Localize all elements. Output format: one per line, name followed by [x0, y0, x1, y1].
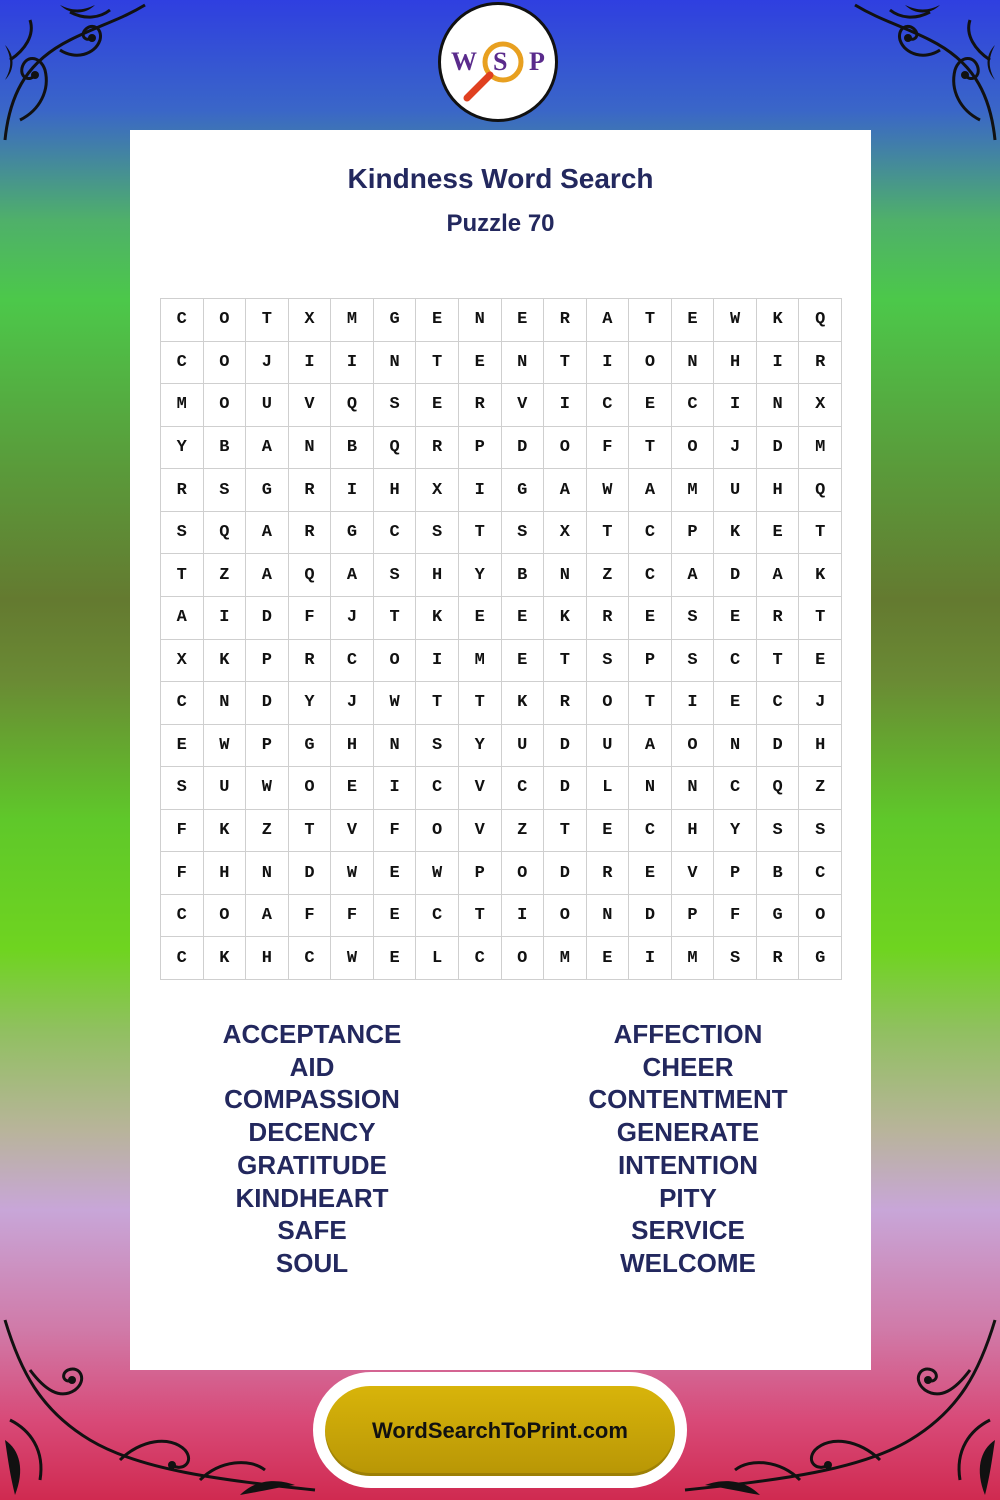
- grid-cell[interactable]: E: [799, 640, 842, 683]
- grid-cell[interactable]: Q: [799, 299, 842, 342]
- grid-cell[interactable]: C: [629, 512, 672, 555]
- page-title: Kindness Word Search: [347, 163, 654, 194]
- word-item: AFFECTION: [613, 1019, 763, 1049]
- grid-cell[interactable]: T: [459, 512, 502, 555]
- grid-cell[interactable]: O: [544, 895, 587, 938]
- grid-cell[interactable]: M: [544, 937, 587, 980]
- grid-cell[interactable]: N: [204, 682, 247, 725]
- grid-cell[interactable]: O: [672, 725, 715, 768]
- grid-cell[interactable]: O: [204, 299, 247, 342]
- grid-cell[interactable]: N: [374, 342, 417, 385]
- grid-cell[interactable]: Z: [799, 767, 842, 810]
- grid-cell[interactable]: B: [204, 427, 247, 470]
- grid-cell[interactable]: X: [416, 469, 459, 512]
- grid-cell[interactable]: V: [459, 767, 502, 810]
- grid-cell[interactable]: B: [331, 427, 374, 470]
- grid-cell[interactable]: R: [416, 427, 459, 470]
- grid-cell[interactable]: P: [672, 512, 715, 555]
- grid-cell[interactable]: R: [799, 342, 842, 385]
- grid-cell[interactable]: R: [544, 682, 587, 725]
- grid-cell[interactable]: E: [587, 810, 630, 853]
- grid-cell[interactable]: I: [672, 682, 715, 725]
- grid-cell[interactable]: J: [799, 682, 842, 725]
- grid-cell[interactable]: I: [289, 342, 332, 385]
- grid-cell[interactable]: E: [714, 682, 757, 725]
- grid-cell[interactable]: O: [204, 342, 247, 385]
- grid-cell[interactable]: W: [246, 767, 289, 810]
- grid-cell[interactable]: M: [672, 469, 715, 512]
- grid-cell[interactable]: Z: [246, 810, 289, 853]
- grid-cell[interactable]: D: [246, 597, 289, 640]
- word-item: KINDHEART: [235, 1182, 389, 1213]
- grid-cell[interactable]: A: [629, 725, 672, 768]
- grid-cell[interactable]: I: [629, 937, 672, 980]
- grid-cell[interactable]: F: [161, 810, 204, 853]
- letter-grid: [160, 298, 842, 980]
- grid-cell[interactable]: L: [416, 937, 459, 980]
- grid-cell[interactable]: I: [502, 895, 545, 938]
- wsp-logo[interactable]: [438, 2, 558, 122]
- grid-cell[interactable]: G: [502, 469, 545, 512]
- grid-cell[interactable]: O: [204, 895, 247, 938]
- grid-cell[interactable]: X: [544, 512, 587, 555]
- grid-cell[interactable]: C: [502, 767, 545, 810]
- grid-cell[interactable]: S: [714, 937, 757, 980]
- grid-cell[interactable]: N: [374, 725, 417, 768]
- puzzle-card: [130, 130, 871, 1370]
- grid-cell[interactable]: C: [629, 810, 672, 853]
- corner-ornament-icon: [0, 0, 150, 150]
- grid-cell[interactable]: W: [714, 299, 757, 342]
- grid-cell[interactable]: O: [544, 427, 587, 470]
- grid-cell[interactable]: N: [289, 427, 332, 470]
- grid-cell[interactable]: W: [331, 937, 374, 980]
- grid-cell[interactable]: E: [757, 512, 800, 555]
- grid-cell[interactable]: C: [757, 682, 800, 725]
- grid-cell[interactable]: N: [544, 554, 587, 597]
- grid-cell[interactable]: S: [161, 767, 204, 810]
- word-item: GRATITUDE: [237, 1149, 387, 1180]
- grid-cell[interactable]: S: [374, 384, 417, 427]
- grid-cell[interactable]: E: [672, 299, 715, 342]
- grid-cell[interactable]: A: [757, 554, 800, 597]
- grid-cell[interactable]: E: [714, 597, 757, 640]
- word-item: SAFE: [277, 1215, 347, 1246]
- grid-cell[interactable]: T: [629, 427, 672, 470]
- grid-cell[interactable]: T: [289, 810, 332, 853]
- grid-cell[interactable]: U: [587, 725, 630, 768]
- grid-cell[interactable]: S: [416, 725, 459, 768]
- word-item: WELCOME: [620, 1247, 756, 1278]
- grid-cell[interactable]: K: [204, 937, 247, 980]
- grid-cell[interactable]: C: [459, 937, 502, 980]
- grid-cell[interactable]: W: [331, 852, 374, 895]
- website-label: WordSearchToPrint.com: [372, 1418, 628, 1443]
- grid-cell[interactable]: K: [714, 512, 757, 555]
- grid-cell[interactable]: P: [459, 427, 502, 470]
- grid-cell[interactable]: K: [799, 554, 842, 597]
- grid-cell[interactable]: K: [757, 299, 800, 342]
- word-item: CHEER: [642, 1051, 734, 1082]
- grid-cell[interactable]: A: [587, 299, 630, 342]
- grid-cell[interactable]: K: [204, 640, 247, 683]
- grid-cell[interactable]: P: [629, 640, 672, 683]
- corner-ornament-icon: [850, 0, 1000, 150]
- grid-cell[interactable]: M: [161, 384, 204, 427]
- grid-cell[interactable]: N: [459, 299, 502, 342]
- grid-cell[interactable]: S: [502, 512, 545, 555]
- grid-cell[interactable]: E: [374, 937, 417, 980]
- grid-cell[interactable]: C: [714, 767, 757, 810]
- grid-cell[interactable]: E: [629, 384, 672, 427]
- grid-cell[interactable]: I: [204, 597, 247, 640]
- grid-cell[interactable]: E: [459, 597, 502, 640]
- grid-cell[interactable]: Q: [331, 384, 374, 427]
- grid-cell[interactable]: D: [629, 895, 672, 938]
- grid-cell[interactable]: Q: [799, 469, 842, 512]
- grid-cell[interactable]: O: [502, 852, 545, 895]
- grid-cell[interactable]: O: [672, 427, 715, 470]
- grid-cell[interactable]: I: [374, 767, 417, 810]
- grid-cell[interactable]: C: [799, 852, 842, 895]
- grid-cell[interactable]: V: [331, 810, 374, 853]
- grid-cell[interactable]: C: [587, 384, 630, 427]
- grid-cell[interactable]: C: [629, 554, 672, 597]
- grid-cell[interactable]: M: [672, 937, 715, 980]
- grid-cell[interactable]: M: [331, 299, 374, 342]
- grid-cell[interactable]: N: [672, 767, 715, 810]
- grid-cell[interactable]: T: [544, 640, 587, 683]
- grid-cell[interactable]: K: [544, 597, 587, 640]
- grid-cell[interactable]: D: [544, 767, 587, 810]
- grid-cell[interactable]: I: [757, 342, 800, 385]
- grid-cell[interactable]: Z: [587, 554, 630, 597]
- grid-cell[interactable]: H: [799, 725, 842, 768]
- grid-cell[interactable]: P: [459, 852, 502, 895]
- grid-cell[interactable]: A: [672, 554, 715, 597]
- grid-cell[interactable]: Y: [714, 810, 757, 853]
- grid-cell[interactable]: R: [289, 512, 332, 555]
- grid-cell[interactable]: F: [161, 852, 204, 895]
- grid-cell[interactable]: A: [246, 427, 289, 470]
- grid-cell[interactable]: E: [502, 597, 545, 640]
- grid-cell[interactable]: V: [672, 852, 715, 895]
- grid-cell[interactable]: G: [757, 895, 800, 938]
- grid-cell[interactable]: D: [289, 852, 332, 895]
- grid-cell[interactable]: D: [757, 725, 800, 768]
- grid-cell[interactable]: R: [587, 597, 630, 640]
- grid-cell[interactable]: E: [374, 895, 417, 938]
- grid-cell[interactable]: M: [799, 427, 842, 470]
- grid-cell[interactable]: W: [374, 682, 417, 725]
- grid-cell[interactable]: O: [502, 937, 545, 980]
- grid-cell[interactable]: T: [799, 512, 842, 555]
- grid-cell[interactable]: E: [502, 299, 545, 342]
- grid-cell[interactable]: T: [374, 597, 417, 640]
- grid-cell[interactable]: I: [331, 469, 374, 512]
- grid-cell[interactable]: H: [416, 554, 459, 597]
- grid-cell[interactable]: C: [289, 937, 332, 980]
- grid-cell[interactable]: O: [416, 810, 459, 853]
- grid-cell[interactable]: Q: [757, 767, 800, 810]
- word-item: ACCEPTANCE: [222, 1019, 402, 1049]
- grid-cell[interactable]: Q: [374, 427, 417, 470]
- logo-letter-p: P: [529, 47, 545, 76]
- grid-cell[interactable]: E: [416, 299, 459, 342]
- grid-cell[interactable]: H: [204, 852, 247, 895]
- grid-cell[interactable]: T: [161, 554, 204, 597]
- grid-cell[interactable]: I: [331, 342, 374, 385]
- grid-cell[interactable]: H: [757, 469, 800, 512]
- grid-cell[interactable]: X: [161, 640, 204, 683]
- logo-letter-s: S: [493, 47, 508, 76]
- logo-letter-w: W: [451, 47, 477, 76]
- grid-cell[interactable]: Y: [289, 682, 332, 725]
- grid-cell[interactable]: N: [757, 384, 800, 427]
- grid-cell[interactable]: J: [331, 597, 374, 640]
- grid-cell[interactable]: A: [629, 469, 672, 512]
- grid-cell[interactable]: U: [502, 725, 545, 768]
- grid-cell[interactable]: D: [246, 682, 289, 725]
- grid-cell[interactable]: A: [544, 469, 587, 512]
- grid-cell[interactable]: R: [289, 640, 332, 683]
- grid-cell[interactable]: O: [587, 682, 630, 725]
- grid-cell[interactable]: T: [799, 597, 842, 640]
- grid-cell[interactable]: S: [757, 810, 800, 853]
- grid-cell[interactable]: S: [672, 640, 715, 683]
- grid-cell[interactable]: R: [757, 937, 800, 980]
- grid-cell[interactable]: K: [204, 810, 247, 853]
- grid-cell[interactable]: O: [629, 342, 672, 385]
- grid-cell[interactable]: C: [161, 299, 204, 342]
- word-item: DECENCY: [248, 1117, 376, 1148]
- grid-cell[interactable]: N: [714, 725, 757, 768]
- grid-cell[interactable]: T: [459, 895, 502, 938]
- word-item: INTENTION: [617, 1149, 759, 1180]
- grid-cell[interactable]: D: [544, 852, 587, 895]
- grid-cell[interactable]: C: [331, 640, 374, 683]
- grid-cell[interactable]: W: [587, 469, 630, 512]
- word-list-right: [538, 1018, 838, 1280]
- grid-cell[interactable]: X: [799, 384, 842, 427]
- grid-cell[interactable]: P: [246, 640, 289, 683]
- grid-cell[interactable]: R: [161, 469, 204, 512]
- grid-cell[interactable]: S: [416, 512, 459, 555]
- grid-cell[interactable]: S: [587, 640, 630, 683]
- grid-cell[interactable]: S: [204, 469, 247, 512]
- grid-cell[interactable]: S: [799, 810, 842, 853]
- grid-cell[interactable]: C: [672, 384, 715, 427]
- grid-cell[interactable]: Z: [502, 810, 545, 853]
- grid-cell[interactable]: R: [459, 384, 502, 427]
- grid-cell[interactable]: G: [289, 725, 332, 768]
- grid-cell[interactable]: O: [374, 640, 417, 683]
- grid-cell[interactable]: N: [629, 767, 672, 810]
- grid-cell[interactable]: T: [416, 342, 459, 385]
- grid-cell[interactable]: T: [587, 512, 630, 555]
- word-item: SERVICE: [631, 1215, 745, 1246]
- grid-cell[interactable]: E: [629, 852, 672, 895]
- grid-cell[interactable]: T: [416, 682, 459, 725]
- grid-cell[interactable]: E: [331, 767, 374, 810]
- grid-cell[interactable]: H: [246, 937, 289, 980]
- grid-cell[interactable]: J: [246, 342, 289, 385]
- grid-cell[interactable]: O: [289, 767, 332, 810]
- grid-cell[interactable]: Q: [204, 512, 247, 555]
- grid-cell[interactable]: E: [587, 937, 630, 980]
- grid-cell[interactable]: T: [246, 299, 289, 342]
- grid-cell[interactable]: D: [714, 554, 757, 597]
- grid-cell[interactable]: C: [714, 640, 757, 683]
- word-item: GENERATE: [616, 1117, 760, 1148]
- grid-cell[interactable]: V: [459, 810, 502, 853]
- grid-cell[interactable]: R: [757, 597, 800, 640]
- grid-cell[interactable]: T: [544, 810, 587, 853]
- word-item: AID: [289, 1051, 335, 1082]
- grid-cell[interactable]: F: [289, 895, 332, 938]
- word-item: SOUL: [275, 1247, 349, 1278]
- word-list-left: [162, 1018, 462, 1280]
- grid-cell[interactable]: V: [289, 384, 332, 427]
- grid-cell[interactable]: E: [374, 852, 417, 895]
- grid-cell[interactable]: E: [459, 342, 502, 385]
- grid-cell[interactable]: P: [714, 852, 757, 895]
- grid-cell[interactable]: H: [714, 342, 757, 385]
- grid-cell[interactable]: S: [672, 597, 715, 640]
- grid-cell[interactable]: C: [161, 682, 204, 725]
- grid-cell[interactable]: W: [204, 725, 247, 768]
- grid-cell[interactable]: V: [502, 384, 545, 427]
- grid-cell[interactable]: C: [374, 512, 417, 555]
- grid-cell[interactable]: E: [629, 597, 672, 640]
- grid-cell[interactable]: F: [374, 810, 417, 853]
- word-item: CONTENTMENT: [588, 1084, 788, 1115]
- grid-cell[interactable]: W: [416, 852, 459, 895]
- grid-cell[interactable]: G: [374, 299, 417, 342]
- grid-cell[interactable]: N: [246, 852, 289, 895]
- grid-cell[interactable]: S: [374, 554, 417, 597]
- grid-cell[interactable]: D: [544, 725, 587, 768]
- grid-cell[interactable]: N: [502, 342, 545, 385]
- grid-cell[interactable]: E: [416, 384, 459, 427]
- grid-cell[interactable]: E: [502, 640, 545, 683]
- grid-cell[interactable]: K: [502, 682, 545, 725]
- grid-cell[interactable]: Y: [459, 554, 502, 597]
- grid-cell[interactable]: H: [672, 810, 715, 853]
- grid-cell[interactable]: X: [289, 299, 332, 342]
- grid-cell[interactable]: F: [331, 895, 374, 938]
- grid-cell[interactable]: C: [161, 342, 204, 385]
- grid-cell[interactable]: U: [246, 384, 289, 427]
- grid-cell[interactable]: G: [799, 937, 842, 980]
- grid-cell[interactable]: F: [289, 597, 332, 640]
- grid-cell[interactable]: R: [544, 299, 587, 342]
- grid-cell[interactable]: Q: [289, 554, 332, 597]
- grid-cell[interactable]: D: [757, 427, 800, 470]
- grid-cell[interactable]: A: [246, 554, 289, 597]
- grid-cell[interactable]: B: [757, 852, 800, 895]
- grid-cell[interactable]: O: [799, 895, 842, 938]
- grid-cell[interactable]: T: [629, 682, 672, 725]
- grid-cell[interactable]: C: [161, 895, 204, 938]
- grid-cell[interactable]: A: [331, 554, 374, 597]
- grid-cell[interactable]: I: [714, 384, 757, 427]
- grid-cell[interactable]: N: [587, 895, 630, 938]
- grid-cell[interactable]: J: [331, 682, 374, 725]
- grid-cell[interactable]: I: [587, 342, 630, 385]
- grid-cell[interactable]: Z: [204, 554, 247, 597]
- grid-cell[interactable]: A: [161, 597, 204, 640]
- grid-cell[interactable]: C: [161, 937, 204, 980]
- grid-cell[interactable]: T: [459, 682, 502, 725]
- grid-cell[interactable]: P: [246, 725, 289, 768]
- grid-cell[interactable]: R: [289, 469, 332, 512]
- puzzle-number: Puzzle 70: [446, 210, 555, 237]
- grid-cell[interactable]: I: [544, 384, 587, 427]
- grid-cell[interactable]: U: [204, 767, 247, 810]
- grid-cell[interactable]: T: [544, 342, 587, 385]
- grid-cell[interactable]: B: [502, 554, 545, 597]
- grid-cell[interactable]: C: [416, 767, 459, 810]
- grid-cell[interactable]: A: [246, 512, 289, 555]
- grid-cell[interactable]: L: [587, 767, 630, 810]
- grid-cell[interactable]: O: [204, 384, 247, 427]
- grid-cell[interactable]: E: [161, 725, 204, 768]
- grid-cell[interactable]: J: [714, 427, 757, 470]
- grid-cell[interactable]: Y: [161, 427, 204, 470]
- grid-cell[interactable]: D: [502, 427, 545, 470]
- grid-cell[interactable]: S: [161, 512, 204, 555]
- word-item: COMPASSION: [224, 1084, 400, 1115]
- grid-cell[interactable]: P: [672, 895, 715, 938]
- grid-cell[interactable]: I: [416, 640, 459, 683]
- grid-cell[interactable]: T: [757, 640, 800, 683]
- grid-cell[interactable]: Y: [459, 725, 502, 768]
- grid-cell[interactable]: I: [459, 469, 502, 512]
- word-item: PITY: [659, 1182, 717, 1213]
- grid-cell[interactable]: A: [246, 895, 289, 938]
- grid-cell[interactable]: G: [331, 512, 374, 555]
- grid-cell[interactable]: T: [629, 299, 672, 342]
- grid-cell[interactable]: G: [246, 469, 289, 512]
- grid-cell[interactable]: H: [331, 725, 374, 768]
- grid-cell[interactable]: U: [714, 469, 757, 512]
- website-button[interactable]: [325, 1386, 675, 1476]
- grid-cell[interactable]: R: [587, 852, 630, 895]
- grid-cell[interactable]: K: [416, 597, 459, 640]
- grid-cell[interactable]: H: [374, 469, 417, 512]
- grid-cell[interactable]: M: [459, 640, 502, 683]
- grid-cell[interactable]: C: [416, 895, 459, 938]
- grid-cell[interactable]: F: [714, 895, 757, 938]
- grid-cell[interactable]: F: [587, 427, 630, 470]
- grid-cell[interactable]: N: [672, 342, 715, 385]
